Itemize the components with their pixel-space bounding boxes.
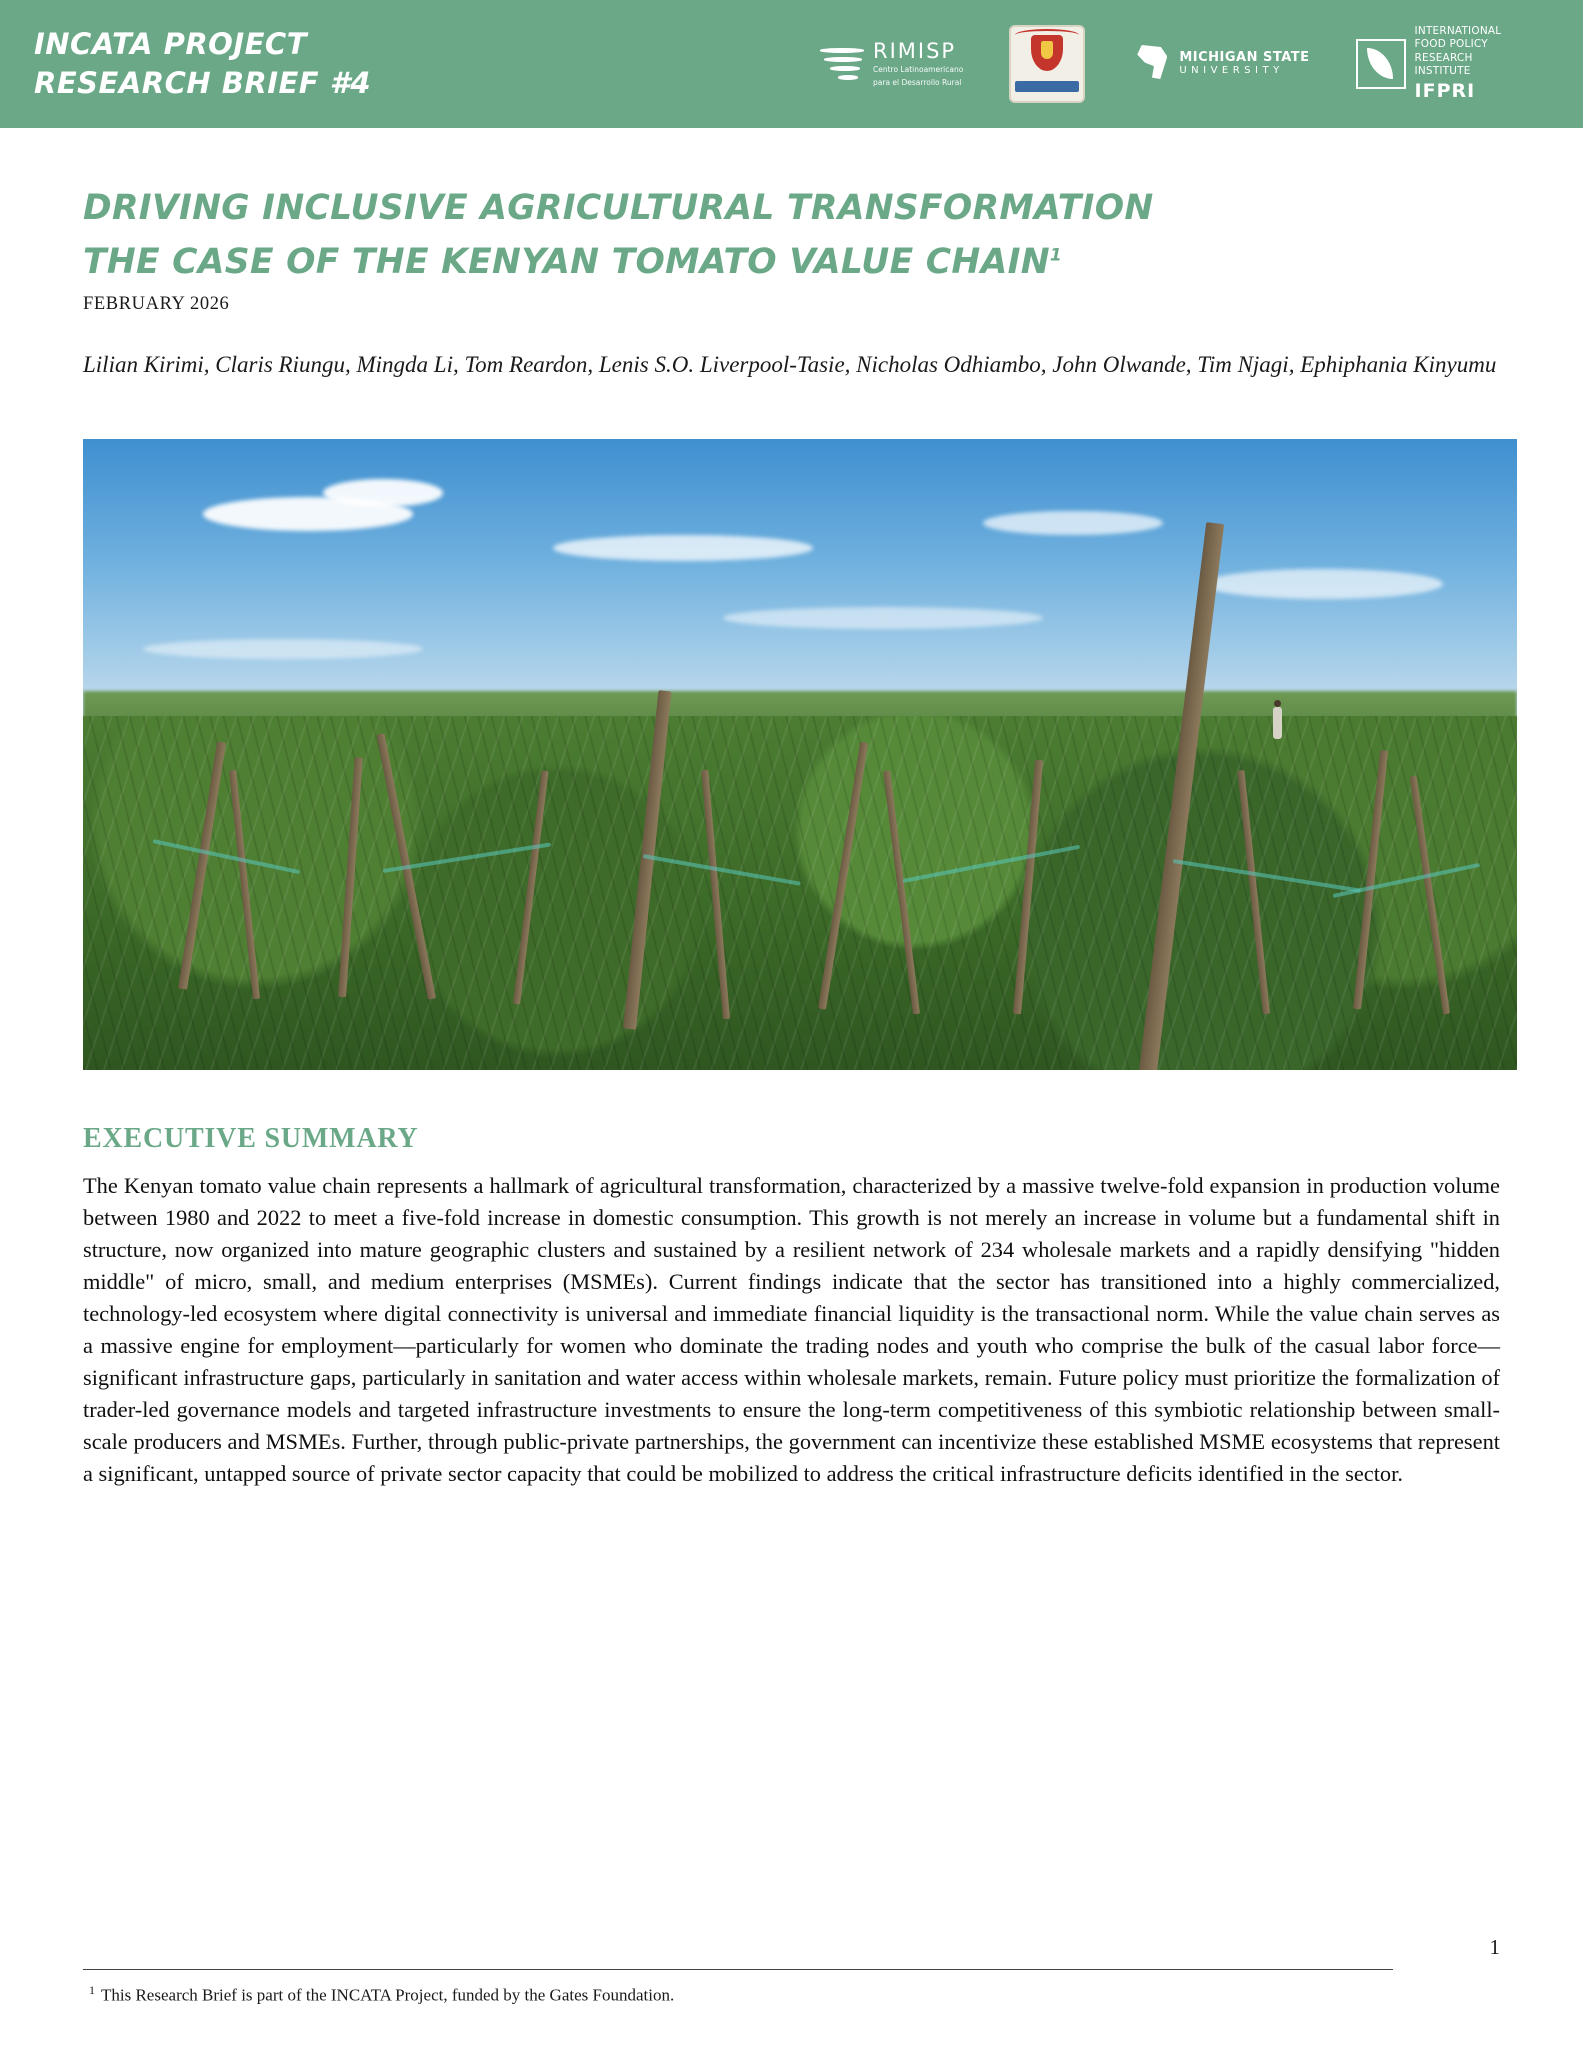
brief-identifier [34,25,371,102]
title-block [83,128,1500,382]
page-title-line-2-text: THE CASE OF THE KENYAN TOMATO VALUE CHAIN [83,241,1050,282]
ifpri-logo [1356,25,1502,104]
footnote-separator [83,1969,1393,1970]
footnote [83,1983,1500,2006]
university-crest-icon [1009,25,1085,103]
michigan-state-university-logo [1131,41,1309,87]
ifpri-acronym: IFPRI [1414,80,1476,103]
spartan-helmet-icon [1131,41,1171,87]
footnote-marker: 1 [89,1983,95,1998]
page-footer [83,1935,1500,2006]
footnote-text: This Research Brief is part of the INCATA Project, funded by the Gates Foundation. [101,1986,675,2005]
photo-crop-field [83,716,1517,1069]
page-header [0,0,1583,128]
rimisp-swirl-icon [820,42,866,86]
brief-line-1: INCATA PROJECT [34,27,307,62]
ifpri-line-3: RESEARCH [1414,51,1473,64]
executive-summary-heading: EXECUTIVE SUMMARY [83,1122,419,1154]
rimisp-tagline-1: Centro Latinoamericano [873,65,964,75]
ifpri-line-2: FOOD POLICY [1414,38,1488,51]
partner-logos [820,0,1501,128]
rimisp-tagline-2: para el Desarrollo Rural [873,77,962,87]
page-body [0,128,1583,1490]
photo-person [1273,707,1282,739]
brief-line-2: RESEARCH BRIEF #4 [34,66,372,100]
egerton-university-seal [1009,25,1085,103]
ifpri-leaf-icon [1356,39,1406,89]
executive-summary-text: The Kenyan tomato value chain represents a hallmark of agricultural transformation, characterized by a massive twelve-fold expansion in production volume between 1980 and 2022 to meet a five-fold increase in domestic consumption. This growth is not merely an increase in volume but a fundamental shift in structure, now organized into mature geographic clusters and sustained by a resilient network of 234 wholesale markets and a rapidly densifying "hidden middle" of micro, small, and medium enterprises (MSMEs). Current findings indicate that the sector has transitioned into a highly commercialized, technology-led ecosystem where digital connectivity is universal and immediate financial liquidity is the transactional norm. While the value chain serves as a massive engine for employment—particularly for women who dominate the trading nodes and youth who comprise the bulk of the casual labor force—significant infrastructure gaps, particularly in sanitation and water access within wholesale markets, remain. Future policy must prioritize the formalization of trader-led governance models and targeted infrastructure investments to ensure the long-term competitiveness of this symbiotic relationship between small-scale producers and MSMEs. Further, through public-private partnerships, the government can incentivize these established MSME ecosystems that represent a significant, untapped source of private sector capacity that could be mobilized to address the critical infrastructure deficits identified in the sector. [83,1172,1500,1486]
title-footnote-marker: 1 [1049,245,1063,266]
page-title-line-1: DRIVING INCLUSIVE AGRICULTURAL TRANSFORMATION [83,188,1154,228]
msu-line-1: MICHIGAN STATE [1179,49,1310,65]
msu-line-2: UNIVERSITY [1179,65,1284,77]
page-number: 1 [1489,1935,1500,1960]
page-title-line-2 [83,241,1500,282]
ifpri-line-4: INSTITUTE [1414,65,1471,78]
rimisp-wordmark: RIMISP [873,39,957,64]
ifpri-line-1: INTERNATIONAL [1414,24,1502,37]
publication-date: FEBRUARY 2026 [83,293,230,314]
tomato-field-photo [83,439,1517,1070]
rimisp-logo [820,41,963,87]
author-list: Lilian Kirimi, Claris Riungu, Mingda Li, Tom Reardon, Lenis S.O. Liverpool-Tasie, Nicholas Odhiambo, John Olwande, Tim Njagi, Ephiphania Kinyumu [83,351,1497,377]
